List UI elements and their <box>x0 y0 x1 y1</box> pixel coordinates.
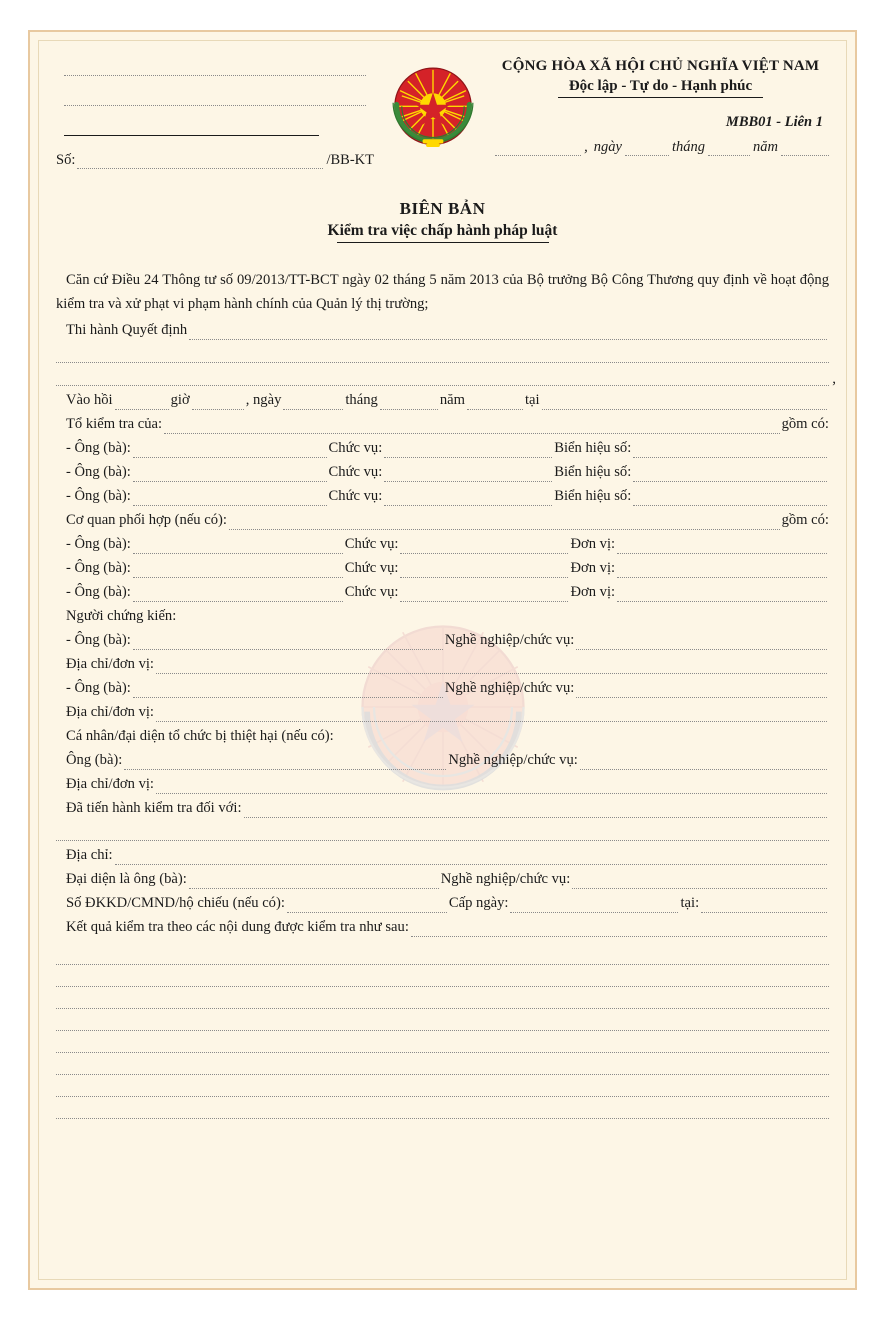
witness-2-job-input[interactable] <box>576 680 827 698</box>
document-title <box>56 199 829 243</box>
legal-basis-paragraph <box>56 269 829 316</box>
witness-2-address-label: Địa chỉ/đơn vị: <box>66 704 154 721</box>
damaged-party-name-row <box>56 748 829 770</box>
coord-member-3-unit-input[interactable] <box>617 584 827 602</box>
location-input[interactable] <box>542 392 827 410</box>
result-label: Kết quả kiểm tra theo các nội dung được kiểm tra như sau: <box>66 919 409 936</box>
inspected-address-label: Địa chỉ: <box>66 847 113 864</box>
team-member-2-name-input[interactable] <box>133 464 327 482</box>
coord-member-1-position-label: Chức vụ: <box>344 536 399 553</box>
result-first-input[interactable] <box>411 919 827 937</box>
issue-date-row <box>492 139 829 156</box>
damaged-party-label: Cá nhân/đại diện tổ chức bị thiệt hại (nếu có): <box>66 728 334 745</box>
title-underline <box>337 242 549 243</box>
execute-decision-line-2[interactable] <box>56 343 829 363</box>
coord-member-2-name-input[interactable] <box>133 560 343 578</box>
team-member-3-name-label: - Ông (bà): <box>66 488 131 505</box>
id-label: Số ĐKKD/CMND/hộ chiếu (nếu có): <box>66 895 285 912</box>
document-number-row <box>56 152 374 169</box>
so-suffix: /BB-KT <box>326 152 374 168</box>
coord-member-3-unit-label: Đơn vị: <box>570 584 616 601</box>
agency-line-1[interactable] <box>64 60 366 76</box>
team-member-row <box>56 460 829 482</box>
coordinating-member-row <box>56 580 829 602</box>
team-member-2-badge-label: Biển hiệu số: <box>554 464 632 481</box>
coord-member-2-name-label: - Ông (bà): <box>66 560 131 577</box>
document-header <box>56 54 829 169</box>
thang-label-body: tháng <box>345 392 378 409</box>
inspected-subject-row <box>56 796 829 818</box>
coord-member-3-position-input[interactable] <box>400 584 568 602</box>
representative-input[interactable] <box>189 871 439 889</box>
coord-member-3-position-label: Chức vụ: <box>344 584 399 601</box>
team-member-2-name-label: - Ông (bà): <box>66 464 131 481</box>
nation-motto: Độc lập - Tự do - Hạnh phúc <box>568 78 753 94</box>
representative-job-label: Nghề nghiệp/chức vụ: <box>440 871 571 888</box>
inspected-subject-line-2[interactable] <box>56 821 829 841</box>
team-member-3-position-label: Chức vụ: <box>328 488 383 505</box>
coordinating-agency-label: Cơ quan phối hợp (nếu có): <box>66 512 227 529</box>
national-emblem <box>374 54 492 160</box>
ngay-label: ngày <box>593 139 622 155</box>
damaged-party-section-row <box>56 724 829 746</box>
result-line[interactable] <box>56 1075 829 1097</box>
thang-label: tháng <box>671 139 706 155</box>
month-input[interactable] <box>380 392 438 410</box>
team-member-1-badge-label: Biển hiệu số: <box>554 440 632 457</box>
issue-date-input[interactable] <box>510 895 678 913</box>
header-left-block <box>56 54 374 169</box>
motto-underline <box>558 97 763 98</box>
header-right-block <box>492 54 829 156</box>
inspection-team-gomco: gồm có: <box>781 416 829 433</box>
coordinating-agency-row <box>56 508 829 530</box>
witness-section-row <box>56 604 829 626</box>
nam-label-body: năm <box>439 392 465 409</box>
hour-input[interactable] <box>115 392 169 410</box>
team-member-row <box>56 484 829 506</box>
thang-input[interactable] <box>708 141 750 156</box>
witness-2-name-label: - Ông (bà): <box>66 680 131 697</box>
inspected-address-row <box>56 843 829 865</box>
coord-member-2-unit-input[interactable] <box>617 560 827 578</box>
document-page <box>28 30 857 1290</box>
form-code: MBB01 - Liên 1 <box>725 114 823 130</box>
coord-member-1-unit-label: Đơn vị: <box>570 536 616 553</box>
damaged-party-name-label: Ông (bà): <box>66 752 123 769</box>
team-member-2-badge-input[interactable] <box>633 464 827 482</box>
witness-address-row <box>56 700 829 722</box>
inspected-subject-input[interactable] <box>244 800 827 818</box>
day-input[interactable] <box>283 392 343 410</box>
witness-2-job-label: Nghề nghiệp/chức vụ: <box>444 680 575 697</box>
coord-member-1-unit-input[interactable] <box>617 536 827 554</box>
result-line[interactable] <box>56 1031 829 1053</box>
witness-1-job-input[interactable] <box>576 632 827 650</box>
team-member-3-badge-label: Biển hiệu số: <box>554 488 632 505</box>
team-member-2-position-input[interactable] <box>384 464 552 482</box>
issue-date-label: Cấp ngày: <box>448 895 509 912</box>
result-section-row <box>56 915 829 937</box>
result-line[interactable] <box>56 1009 829 1031</box>
coord-member-2-unit-label: Đơn vị: <box>570 560 616 577</box>
issue-place-label: tại: <box>680 895 700 912</box>
witness-1-address-input[interactable] <box>156 656 827 674</box>
gio-label: giờ <box>170 392 190 409</box>
identification-row <box>56 891 829 913</box>
witness-row <box>56 628 829 650</box>
witness-address-row <box>56 652 829 674</box>
representative-row <box>56 867 829 889</box>
damaged-party-job-label: Nghề nghiệp/chức vụ: <box>448 752 578 769</box>
nam-label: năm <box>753 139 778 155</box>
coordinating-agency-input[interactable] <box>229 512 780 530</box>
inspected-subject-label: Đã tiến hành kiểm tra đối với: <box>66 800 242 817</box>
team-member-1-position-label: Chức vụ: <box>328 440 383 457</box>
legal-basis-text: Căn cứ Điều 24 Thông tư số 09/2013/TT-BCT ngày 02 tháng 5 năm 2013 của Bộ trưởng Bộ Công Thương quy định về hoạt động kiểm tra và xử phạt vi phạm hành chính của Quản lý thị trường; <box>56 272 829 312</box>
execute-decision-label: Thi hành Quyết định <box>66 322 188 339</box>
coord-member-3-name-input[interactable] <box>133 584 343 602</box>
witness-2-name-input[interactable] <box>133 680 443 698</box>
damaged-party-job-input[interactable] <box>580 752 827 770</box>
damaged-party-address-label: Địa chỉ/đơn vị: <box>66 776 154 793</box>
result-blank-lines <box>56 943 829 1119</box>
witness-section-label: Người chứng kiến: <box>66 608 177 625</box>
coord-member-1-name-input[interactable] <box>133 536 343 554</box>
team-member-1-badge-input[interactable] <box>633 440 827 458</box>
date-comma: , <box>584 139 588 155</box>
ngay-label-body: , ngày <box>245 392 282 409</box>
witness-1-name-input[interactable] <box>133 632 443 650</box>
coord-member-1-position-input[interactable] <box>400 536 568 554</box>
nam-input[interactable] <box>781 141 829 156</box>
agency-line-2[interactable] <box>64 90 366 106</box>
execute-decision-input[interactable] <box>189 322 827 340</box>
execute-decision-line-3[interactable] <box>56 366 829 386</box>
time-row <box>56 388 829 410</box>
inspection-team-label: Tổ kiểm tra của: <box>66 416 163 433</box>
result-line[interactable] <box>56 987 829 1009</box>
coordinating-agency-gomco: gồm có: <box>781 512 829 529</box>
team-member-3-position-input[interactable] <box>384 488 552 506</box>
team-member-1-position-input[interactable] <box>384 440 552 458</box>
nation-title: CỘNG HÒA XÃ HỘI CHỦ NGHĨA VIỆT NAM <box>501 58 820 74</box>
representative-label: Đại diện là ông (bà): <box>66 871 187 888</box>
vao-hoi-label: Vào hồi <box>66 392 113 409</box>
document-body <box>56 269 829 1119</box>
inspection-team-input[interactable] <box>164 416 780 434</box>
minute-input[interactable] <box>192 392 244 410</box>
year-input[interactable] <box>467 392 523 410</box>
coordinating-member-row <box>56 556 829 578</box>
agency-underline <box>64 120 319 136</box>
team-member-3-badge-input[interactable] <box>633 488 827 506</box>
witness-1-name-label: - Ông (bà): <box>66 632 131 649</box>
inspection-team-row <box>56 412 829 434</box>
witness-2-address-input[interactable] <box>156 704 827 722</box>
coord-member-2-position-label: Chức vụ: <box>344 560 399 577</box>
witness-1-address-label: Địa chỉ/đơn vị: <box>66 656 154 673</box>
representative-job-input[interactable] <box>572 871 827 889</box>
result-line[interactable] <box>56 943 829 965</box>
issue-place-input[interactable] <box>701 895 827 913</box>
witness-1-job-label: Nghề nghiệp/chức vụ: <box>444 632 575 649</box>
team-member-3-name-input[interactable] <box>133 488 327 506</box>
team-member-2-position-label: Chức vụ: <box>328 464 383 481</box>
tai-label: tại <box>524 392 540 409</box>
result-line[interactable] <box>56 965 829 987</box>
team-member-row <box>56 436 829 458</box>
damaged-party-address-row <box>56 772 829 794</box>
execute-decision-row <box>56 318 829 340</box>
ngay-input[interactable] <box>625 141 669 156</box>
damaged-party-name-input[interactable] <box>124 752 446 770</box>
coord-member-1-name-label: - Ông (bà): <box>66 536 131 553</box>
coord-member-3-name-label: - Ông (bà): <box>66 584 131 601</box>
so-input[interactable] <box>77 154 323 169</box>
place-input[interactable] <box>495 141 581 156</box>
inspected-address-input[interactable] <box>115 847 827 865</box>
result-line[interactable] <box>56 1053 829 1075</box>
title-line-1: BIÊN BẢN <box>399 199 486 218</box>
team-member-1-name-input[interactable] <box>133 440 327 458</box>
coordinating-member-row <box>56 532 829 554</box>
witness-row <box>56 676 829 698</box>
damaged-party-address-input[interactable] <box>156 776 827 794</box>
team-member-1-name-label: - Ông (bà): <box>66 440 131 457</box>
title-line-2: Kiểm tra việc chấp hành pháp luật <box>327 222 558 239</box>
so-label: Số: <box>56 152 76 168</box>
id-input[interactable] <box>287 895 447 913</box>
result-line[interactable] <box>56 1097 829 1119</box>
coord-member-2-position-input[interactable] <box>400 560 568 578</box>
